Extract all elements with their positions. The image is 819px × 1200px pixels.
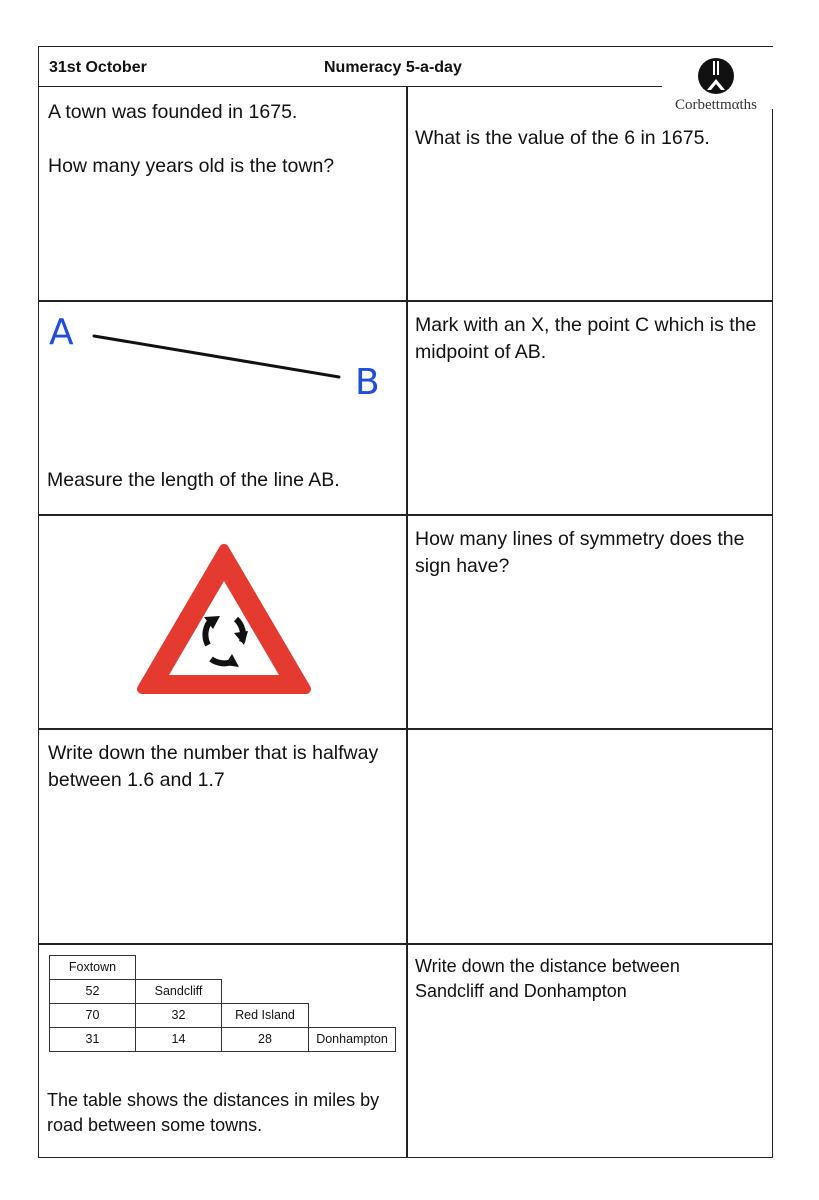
- date-label: 31st October: [49, 59, 147, 76]
- row-divider: [39, 728, 772, 730]
- question-10: [415, 954, 745, 1004]
- roundabout-sign: [134, 537, 314, 697]
- logo-text: Corbettmαths: [674, 97, 758, 113]
- question-4: [415, 312, 765, 366]
- question-6-text: How many lines of symmetry does the sign have?: [415, 528, 745, 577]
- question-10-text: Write down the distance between Sandcliff and Donhampton: [415, 956, 680, 1001]
- line-ab-diagram: [39, 302, 406, 452]
- table-town-foxtown: Foxtown: [49, 955, 136, 980]
- table-cell: 28: [221, 1027, 309, 1052]
- corbettmaths-logo: [662, 57, 770, 117]
- column-divider: [406, 87, 408, 1157]
- question-9: [39, 945, 406, 1157]
- question-2: [415, 125, 765, 152]
- row-divider: [39, 514, 772, 516]
- question-3-text: Measure the length of the line AB.: [47, 469, 340, 491]
- question-7-text: Write down the number that is halfway between 1.6 and 1.7: [48, 742, 379, 791]
- question-3: [39, 302, 406, 514]
- question-6: [415, 526, 765, 580]
- table-town-red-island: Red Island: [221, 1003, 309, 1028]
- table-town-sandcliff: Sandcliff: [135, 979, 222, 1004]
- question-1-line-1: A town was founded in 1675.: [48, 101, 298, 123]
- worksheet-frame: [38, 46, 773, 1158]
- table-cell: 14: [135, 1027, 222, 1052]
- worksheet-title: Numeracy 5-a-day: [324, 59, 462, 76]
- table-cell: 70: [49, 1003, 136, 1028]
- table-town-donhampton: Donhampton: [308, 1027, 396, 1052]
- table-cell: 32: [135, 1003, 222, 1028]
- question-7: [48, 740, 388, 794]
- point-b-label: B: [355, 362, 380, 403]
- roundabout-warning-sign-icon: [134, 537, 314, 697]
- question-9-text: The table shows the distances in miles by road between some towns.: [47, 1090, 380, 1135]
- question-4-text: Mark with an X, the point C which is the midpoint of AB.: [415, 314, 757, 363]
- question-2-text: What is the value of the 6 in 1675.: [415, 127, 710, 149]
- line-ab: [94, 336, 339, 377]
- question-1-line-2: How many years old is the town?: [48, 155, 335, 177]
- table-cell: 52: [49, 979, 136, 1004]
- logo-icon: [696, 57, 736, 95]
- question-1: [48, 99, 398, 180]
- point-a-label: A: [49, 312, 74, 353]
- table-cell: 31: [49, 1027, 136, 1052]
